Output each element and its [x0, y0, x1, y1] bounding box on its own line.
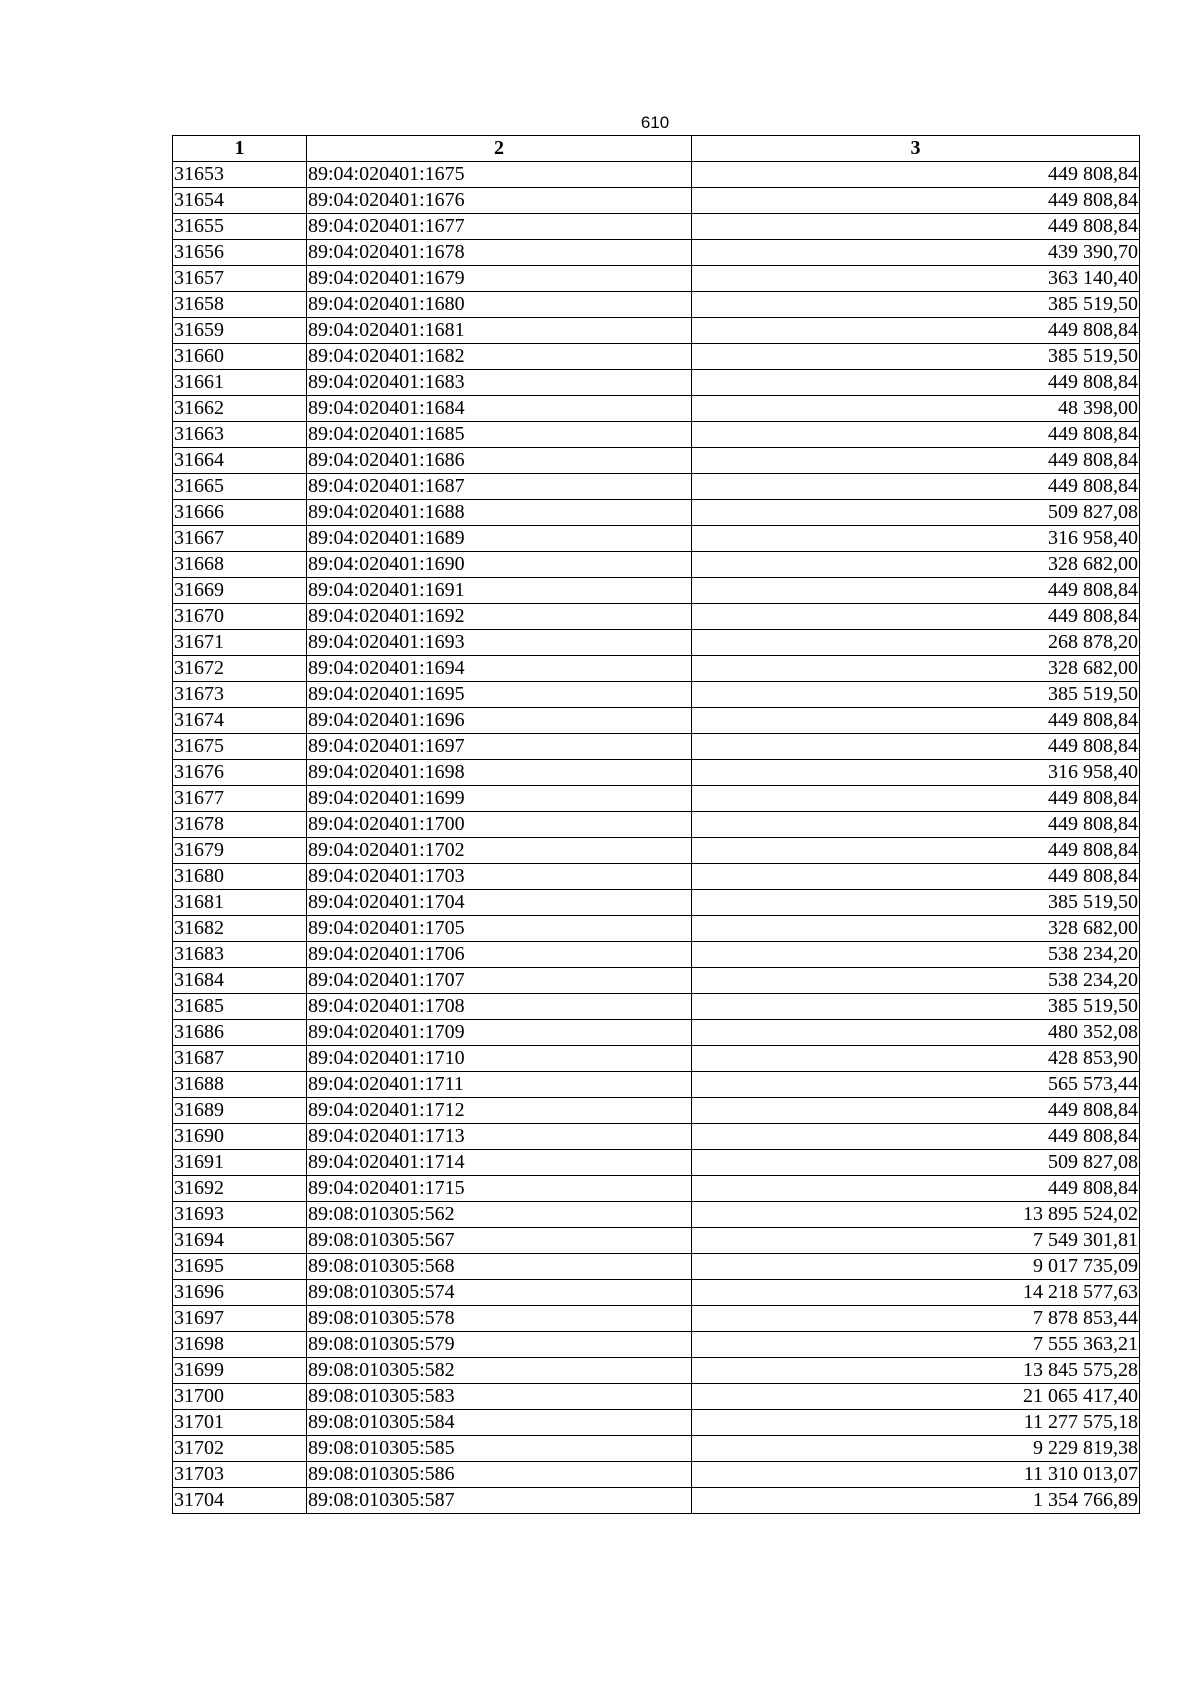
value-cell: 7 878 853,44 [692, 1306, 1140, 1332]
row-number-cell: 31679 [173, 838, 307, 864]
row-number-cell: 31660 [173, 344, 307, 370]
value-cell: 565 573,44 [692, 1072, 1140, 1098]
header-col-1: 1 [173, 136, 307, 162]
value-cell: 509 827,08 [692, 1150, 1140, 1176]
cadastral-number-cell: 89:08:010305:587 [307, 1488, 692, 1514]
table-row [173, 344, 1140, 370]
row-number-cell: 31691 [173, 1150, 307, 1176]
value-cell: 538 234,20 [692, 942, 1140, 968]
value-cell: 449 808,84 [692, 318, 1140, 344]
row-number-cell: 31661 [173, 370, 307, 396]
table-row [173, 1176, 1140, 1202]
row-number-cell: 31687 [173, 1046, 307, 1072]
cadastral-number-cell: 89:08:010305:578 [307, 1306, 692, 1332]
cadastral-number-cell: 89:08:010305:574 [307, 1280, 692, 1306]
cadastral-number-cell: 89:04:020401:1675 [307, 162, 692, 188]
table-row [173, 890, 1140, 916]
value-cell: 449 808,84 [692, 1098, 1140, 1124]
table-row [173, 318, 1140, 344]
table-row [173, 214, 1140, 240]
value-cell: 9 229 819,38 [692, 1436, 1140, 1462]
value-cell: 316 958,40 [692, 760, 1140, 786]
table-row [173, 474, 1140, 500]
row-number-cell: 31685 [173, 994, 307, 1020]
row-number-cell: 31665 [173, 474, 307, 500]
registry-table [172, 135, 1140, 1514]
table-row [173, 1020, 1140, 1046]
row-number-cell: 31695 [173, 1254, 307, 1280]
cadastral-number-cell: 89:04:020401:1682 [307, 344, 692, 370]
row-number-cell: 31702 [173, 1436, 307, 1462]
table-row [173, 1098, 1140, 1124]
row-number-cell: 31670 [173, 604, 307, 630]
cadastral-number-cell: 89:04:020401:1714 [307, 1150, 692, 1176]
table-row [173, 1072, 1140, 1098]
value-cell: 328 682,00 [692, 916, 1140, 942]
cadastral-number-cell: 89:04:020401:1715 [307, 1176, 692, 1202]
value-cell: 449 808,84 [692, 812, 1140, 838]
row-number-cell: 31688 [173, 1072, 307, 1098]
value-cell: 449 808,84 [692, 162, 1140, 188]
cadastral-number-cell: 89:04:020401:1698 [307, 760, 692, 786]
header-col-3: 3 [692, 136, 1140, 162]
table-row [173, 188, 1140, 214]
value-cell: 385 519,50 [692, 344, 1140, 370]
table-row [173, 1332, 1140, 1358]
value-cell: 449 808,84 [692, 786, 1140, 812]
header-col-2: 2 [307, 136, 692, 162]
row-number-cell: 31681 [173, 890, 307, 916]
value-cell: 449 808,84 [692, 734, 1140, 760]
cadastral-number-cell: 89:04:020401:1684 [307, 396, 692, 422]
cadastral-number-cell: 89:08:010305:582 [307, 1358, 692, 1384]
cadastral-number-cell: 89:08:010305:586 [307, 1462, 692, 1488]
cadastral-number-cell: 89:04:020401:1707 [307, 968, 692, 994]
value-cell: 449 808,84 [692, 1124, 1140, 1150]
cadastral-number-cell: 89:04:020401:1711 [307, 1072, 692, 1098]
table-row [173, 1046, 1140, 1072]
row-number-cell: 31668 [173, 552, 307, 578]
table-row [173, 292, 1140, 318]
value-cell: 11 277 575,18 [692, 1410, 1140, 1436]
value-cell: 480 352,08 [692, 1020, 1140, 1046]
cadastral-number-cell: 89:04:020401:1704 [307, 890, 692, 916]
row-number-cell: 31684 [173, 968, 307, 994]
table-row [173, 1462, 1140, 1488]
value-cell: 449 808,84 [692, 474, 1140, 500]
row-number-cell: 31663 [173, 422, 307, 448]
row-number-cell: 31698 [173, 1332, 307, 1358]
value-cell: 509 827,08 [692, 500, 1140, 526]
table-row [173, 396, 1140, 422]
cadastral-number-cell: 89:08:010305:584 [307, 1410, 692, 1436]
row-number-cell: 31704 [173, 1488, 307, 1514]
row-number-cell: 31680 [173, 864, 307, 890]
cadastral-number-cell: 89:04:020401:1712 [307, 1098, 692, 1124]
value-cell: 449 808,84 [692, 214, 1140, 240]
table-row [173, 1124, 1140, 1150]
row-number-cell: 31662 [173, 396, 307, 422]
table-row [173, 1410, 1140, 1436]
row-number-cell: 31669 [173, 578, 307, 604]
cadastral-number-cell: 89:04:020401:1689 [307, 526, 692, 552]
table-row [173, 838, 1140, 864]
cadastral-number-cell: 89:04:020401:1709 [307, 1020, 692, 1046]
cadastral-number-cell: 89:08:010305:583 [307, 1384, 692, 1410]
cadastral-number-cell: 89:08:010305:585 [307, 1436, 692, 1462]
table-row [173, 1436, 1140, 1462]
value-cell: 11 310 013,07 [692, 1462, 1140, 1488]
table-row [173, 630, 1140, 656]
value-cell: 449 808,84 [692, 838, 1140, 864]
table-row [173, 864, 1140, 890]
table-row [173, 1254, 1140, 1280]
row-number-cell: 31674 [173, 708, 307, 734]
table-row [173, 578, 1140, 604]
row-number-cell: 31673 [173, 682, 307, 708]
table-row [173, 1488, 1140, 1514]
value-cell: 449 808,84 [692, 604, 1140, 630]
table-row [173, 994, 1140, 1020]
table-row [173, 162, 1140, 188]
value-cell: 449 808,84 [692, 864, 1140, 890]
table-row [173, 682, 1140, 708]
cadastral-number-cell: 89:04:020401:1681 [307, 318, 692, 344]
cadastral-number-cell: 89:08:010305:568 [307, 1254, 692, 1280]
row-number-cell: 31703 [173, 1462, 307, 1488]
value-cell: 449 808,84 [692, 578, 1140, 604]
table-row [173, 942, 1140, 968]
row-number-cell: 31657 [173, 266, 307, 292]
row-number-cell: 31699 [173, 1358, 307, 1384]
cadastral-number-cell: 89:04:020401:1685 [307, 422, 692, 448]
value-cell: 48 398,00 [692, 396, 1140, 422]
table-row [173, 656, 1140, 682]
value-cell: 9 017 735,09 [692, 1254, 1140, 1280]
value-cell: 316 958,40 [692, 526, 1140, 552]
table-row [173, 708, 1140, 734]
table-row [173, 1150, 1140, 1176]
cadastral-number-cell: 89:04:020401:1683 [307, 370, 692, 396]
value-cell: 1 354 766,89 [692, 1488, 1140, 1514]
value-cell: 268 878,20 [692, 630, 1140, 656]
table-row [173, 1306, 1140, 1332]
value-cell: 439 390,70 [692, 240, 1140, 266]
row-number-cell: 31667 [173, 526, 307, 552]
cadastral-number-cell: 89:04:020401:1703 [307, 864, 692, 890]
cadastral-number-cell: 89:08:010305:562 [307, 1202, 692, 1228]
table-row [173, 760, 1140, 786]
row-number-cell: 31654 [173, 188, 307, 214]
cadastral-number-cell: 89:04:020401:1690 [307, 552, 692, 578]
table-row [173, 266, 1140, 292]
cadastral-number-cell: 89:04:020401:1688 [307, 500, 692, 526]
table-row [173, 1280, 1140, 1306]
row-number-cell: 31655 [173, 214, 307, 240]
cadastral-number-cell: 89:04:020401:1677 [307, 214, 692, 240]
row-number-cell: 31676 [173, 760, 307, 786]
value-cell: 328 682,00 [692, 656, 1140, 682]
table-header [173, 136, 1140, 162]
row-number-cell: 31690 [173, 1124, 307, 1150]
row-number-cell: 31678 [173, 812, 307, 838]
cadastral-number-cell: 89:04:020401:1695 [307, 682, 692, 708]
cadastral-number-cell: 89:04:020401:1687 [307, 474, 692, 500]
value-cell: 449 808,84 [692, 188, 1140, 214]
row-number-cell: 31664 [173, 448, 307, 474]
table-row [173, 734, 1140, 760]
value-cell: 385 519,50 [692, 994, 1140, 1020]
table-row [173, 448, 1140, 474]
table-row [173, 552, 1140, 578]
cadastral-number-cell: 89:08:010305:579 [307, 1332, 692, 1358]
table-row [173, 1384, 1140, 1410]
cadastral-number-cell: 89:08:010305:567 [307, 1228, 692, 1254]
row-number-cell: 31658 [173, 292, 307, 318]
value-cell: 363 140,40 [692, 266, 1140, 292]
row-number-cell: 31682 [173, 916, 307, 942]
header-row [173, 136, 1140, 162]
row-number-cell: 31653 [173, 162, 307, 188]
row-number-cell: 31656 [173, 240, 307, 266]
value-cell: 7 555 363,21 [692, 1332, 1140, 1358]
value-cell: 14 218 577,63 [692, 1280, 1140, 1306]
value-cell: 21 065 417,40 [692, 1384, 1140, 1410]
value-cell: 449 808,84 [692, 708, 1140, 734]
table-row [173, 1202, 1140, 1228]
cadastral-number-cell: 89:04:020401:1700 [307, 812, 692, 838]
value-cell: 428 853,90 [692, 1046, 1140, 1072]
cadastral-number-cell: 89:04:020401:1697 [307, 734, 692, 760]
row-number-cell: 31692 [173, 1176, 307, 1202]
table-row [173, 786, 1140, 812]
row-number-cell: 31700 [173, 1384, 307, 1410]
row-number-cell: 31696 [173, 1280, 307, 1306]
cadastral-number-cell: 89:04:020401:1678 [307, 240, 692, 266]
table-row [173, 526, 1140, 552]
table-row [173, 1228, 1140, 1254]
cadastral-number-cell: 89:04:020401:1694 [307, 656, 692, 682]
table-row [173, 604, 1140, 630]
table-row [173, 500, 1140, 526]
value-cell: 538 234,20 [692, 968, 1140, 994]
table-row [173, 968, 1140, 994]
row-number-cell: 31686 [173, 1020, 307, 1046]
row-number-cell: 31659 [173, 318, 307, 344]
cadastral-number-cell: 89:04:020401:1693 [307, 630, 692, 656]
cadastral-number-cell: 89:04:020401:1691 [307, 578, 692, 604]
cadastral-number-cell: 89:04:020401:1676 [307, 188, 692, 214]
row-number-cell: 31671 [173, 630, 307, 656]
row-number-cell: 31693 [173, 1202, 307, 1228]
value-cell: 385 519,50 [692, 890, 1140, 916]
cadastral-number-cell: 89:04:020401:1710 [307, 1046, 692, 1072]
value-cell: 328 682,00 [692, 552, 1140, 578]
cadastral-number-cell: 89:04:020401:1708 [307, 994, 692, 1020]
table-row [173, 812, 1140, 838]
value-cell: 7 549 301,81 [692, 1228, 1140, 1254]
row-number-cell: 31683 [173, 942, 307, 968]
row-number-cell: 31677 [173, 786, 307, 812]
row-number-cell: 31666 [173, 500, 307, 526]
cadastral-number-cell: 89:04:020401:1696 [307, 708, 692, 734]
row-number-cell: 31675 [173, 734, 307, 760]
page-number: 610 [640, 113, 670, 132]
cadastral-number-cell: 89:04:020401:1702 [307, 838, 692, 864]
value-cell: 385 519,50 [692, 292, 1140, 318]
cadastral-number-cell: 89:04:020401:1699 [307, 786, 692, 812]
cadastral-number-cell: 89:04:020401:1679 [307, 266, 692, 292]
table-body [173, 162, 1140, 1514]
value-cell: 13 895 524,02 [692, 1202, 1140, 1228]
table-row [173, 370, 1140, 396]
table-row [173, 1358, 1140, 1384]
cadastral-number-cell: 89:04:020401:1705 [307, 916, 692, 942]
row-number-cell: 31689 [173, 1098, 307, 1124]
row-number-cell: 31672 [173, 656, 307, 682]
value-cell: 449 808,84 [692, 448, 1140, 474]
table-row [173, 916, 1140, 942]
cadastral-number-cell: 89:04:020401:1706 [307, 942, 692, 968]
value-cell: 385 519,50 [692, 682, 1140, 708]
value-cell: 13 845 575,28 [692, 1358, 1140, 1384]
value-cell: 449 808,84 [692, 1176, 1140, 1202]
cadastral-number-cell: 89:04:020401:1713 [307, 1124, 692, 1150]
cadastral-number-cell: 89:04:020401:1692 [307, 604, 692, 630]
row-number-cell: 31694 [173, 1228, 307, 1254]
cadastral-number-cell: 89:04:020401:1680 [307, 292, 692, 318]
table-row [173, 240, 1140, 266]
value-cell: 449 808,84 [692, 422, 1140, 448]
table-row [173, 422, 1140, 448]
row-number-cell: 31701 [173, 1410, 307, 1436]
row-number-cell: 31697 [173, 1306, 307, 1332]
cadastral-number-cell: 89:04:020401:1686 [307, 448, 692, 474]
value-cell: 449 808,84 [692, 370, 1140, 396]
